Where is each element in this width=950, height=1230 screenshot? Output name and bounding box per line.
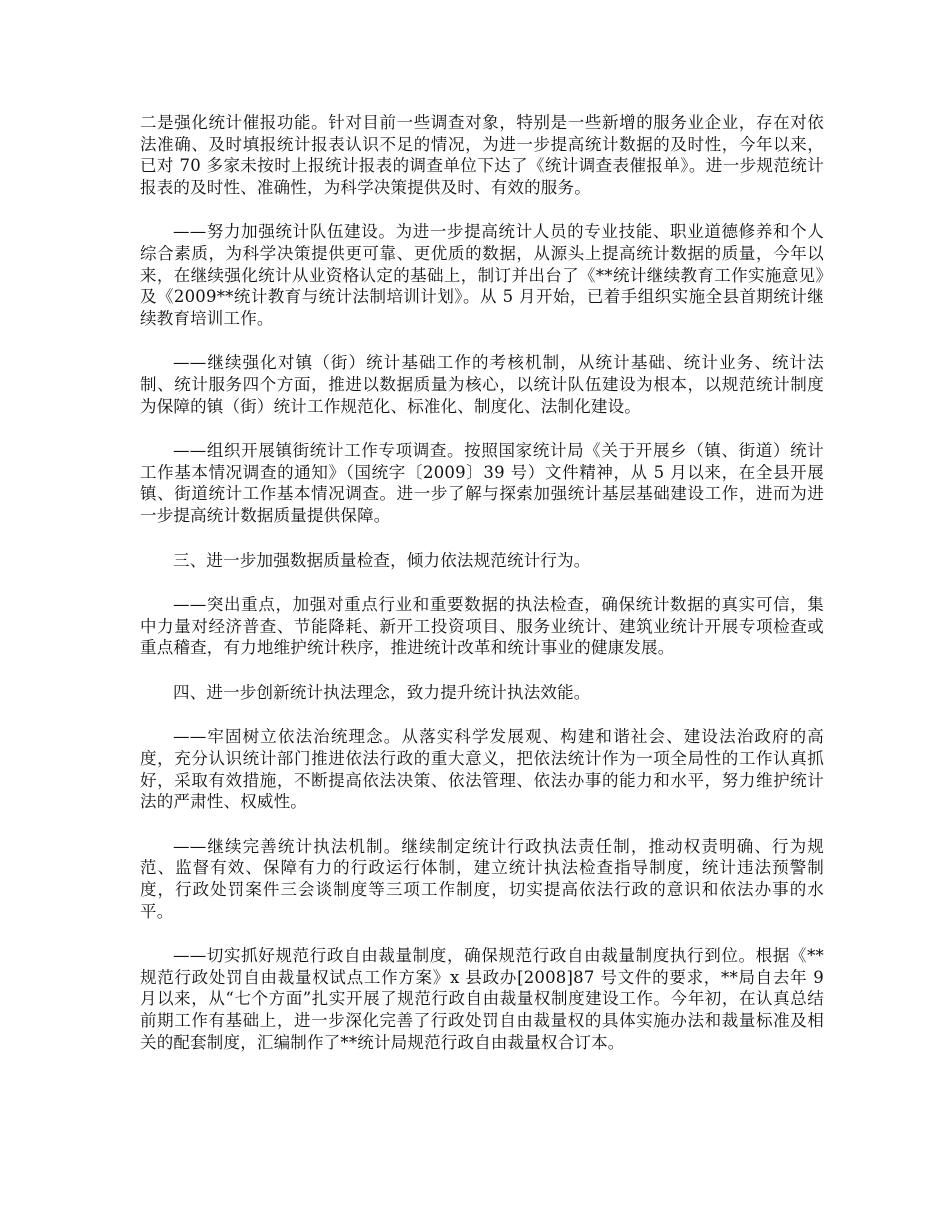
paragraph: ——继续强化对镇（街）统计基础工作的考核机制，从统计基础、统计业务、统计法制、统计服务四个方面，推进以数据质量为核心，以统计队伍建设为根本，以规范统计制度为保障的镇（街）统计工作规范化、标准化、制度化、法制化建设。 bbox=[140, 353, 824, 416]
paragraph: ——努力加强统计队伍建设。为进一步提高统计人员的专业技能、职业道德修养和个人综合素质，为科学决策提供更可靠、更优质的数据，从源头上提高统计数据的质量，今年以来，在继续强化统计从业资格认定的基础上，制订并出台了《**统计继续教育工作实施意见》及《2009**统计教育与统计法制培训计划》。从 5 月开始，已着手组织实施全县首期统计继续教育培训工作。 bbox=[140, 222, 824, 328]
section-heading: 四、进一步创新统计执法理念，致力提升统计执法效能。 bbox=[173, 682, 591, 702]
paragraph: ——切实抓好规范行政自由裁量制度，确保规范行政自由裁量制度执行到位。根据《**规范行政处罚自由裁量权试点工作方案》x 县政办[2008]87 号文件的要求，**局自去年 9 月以来，从“七个方面”扎实开展了规范行政自由裁量权制度建设工作。今年初，在认真总结前期工作有基础上，进一步深化完善了行政处罚自由裁量权的具体实施办法和裁量标准及相关的配套制度，汇编制作了**统计局规范行政自由裁量权合订本。 bbox=[140, 946, 824, 1052]
section-heading: 三、进一步加强数据质量检查，倾力依法规范统计行为。 bbox=[173, 550, 591, 570]
paragraph: ——组织开展镇街统计工作专项调查。按照国家统计局《关于开展乡（镇、街道）统计工作基本情况调查的通知》（国统字〔2009〕39 号）文件精神，从 5 月以来，在全县开展镇、街道统计工作基本情况调查。进一步了解与探索加强统计基层基础建设工作，进而为进一步提高统计数据质量提供保障。 bbox=[140, 441, 824, 525]
paragraph: ——牢固树立依法治统理念。从落实科学发展观、构建和谐社会、建设法治政府的高度，充分认识统计部门推进依法行政的重大意义，把依法统计作为一项全局性的工作认真抓好，采取有效措施，不断提高依法决策、依法管理、依法办事的能力和水平，努力维护统计法的严肃性、权威性。 bbox=[140, 727, 824, 812]
paragraph: ——突出重点，加强对重点行业和重要数据的执法检查，确保统计数据的真实可信，集中力量对经济普查、节能降耗、新开工投资项目、服务业统计、建筑业统计开展专项检查或重点稽查，有力地维护统计秩序，推进统计改革和统计事业的健康发展。 bbox=[140, 595, 824, 658]
paragraph: ——继续完善统计执法机制。继续制定统计行政执法责任制，推动权责明确、行为规范、监督有效、保障有力的行政运行体制，建立统计执法检查指导制度，统计违法预警制度，行政处罚案件三会谈制度等三项工作制度，切实提高依法行政的意识和依法办事的水平。 bbox=[140, 836, 824, 921]
paragraph: 二是强化统计催报功能。针对目前一些调查对象，特别是一些新增的服务业企业，存在对依法准确、及时填报统计报表认识不足的情况，为进一步提高统计数据的及时性，今年以来，已对 70 多家未按时上报统计报表的调查单位下达了《统计调查表催报单》。进一步规范统计报表的及时性、准确性，为科学决策提供及时、有效的服务。 bbox=[140, 113, 824, 197]
document-page bbox=[140, 112, 824, 1076]
